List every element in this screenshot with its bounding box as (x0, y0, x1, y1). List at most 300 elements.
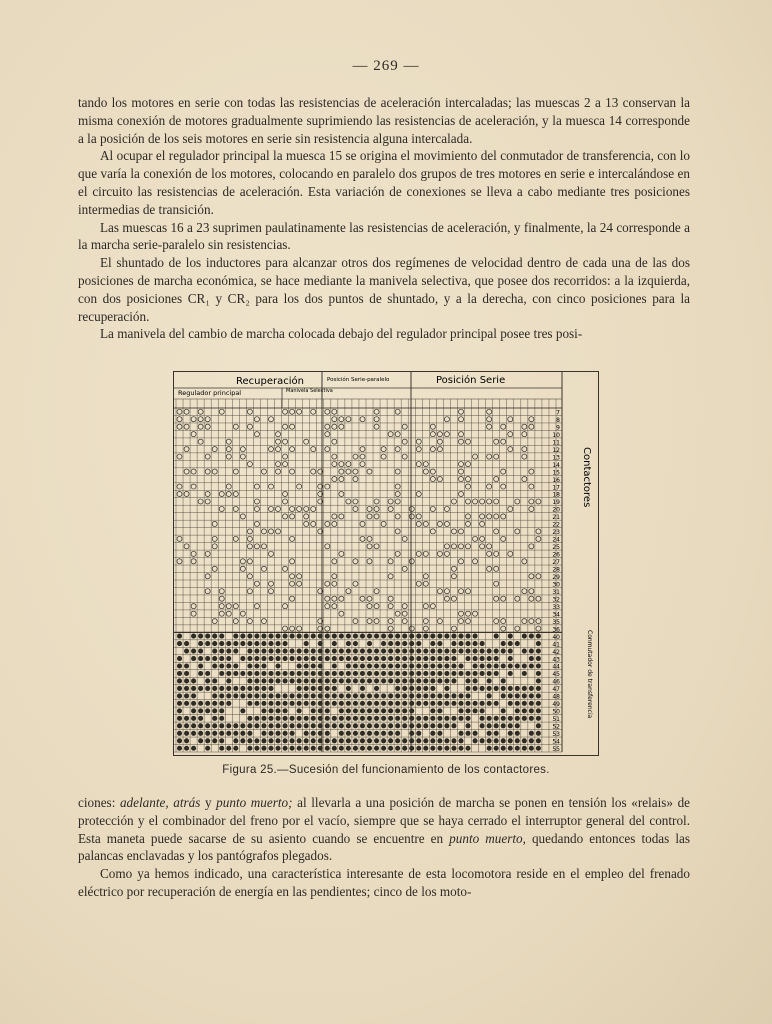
contactor-mark (297, 656, 302, 661)
contactor-mark (212, 536, 217, 541)
contactor-mark (233, 506, 238, 511)
contactor-mark (290, 514, 295, 519)
contactor-mark (501, 641, 506, 646)
contactor-mark (423, 462, 428, 467)
contactor-mark (367, 559, 372, 564)
contactor-mark (240, 611, 245, 616)
contactor-mark (191, 716, 196, 721)
contactor-mark (346, 663, 351, 668)
contactor-mark (177, 634, 182, 639)
contactor-mark (451, 738, 456, 743)
contactor-mark (276, 447, 281, 452)
contactor-mark (177, 701, 182, 706)
contactor-mark (198, 686, 203, 691)
text-run: y (200, 795, 217, 810)
contactor-mark (473, 454, 478, 459)
contactor-mark (395, 716, 400, 721)
contactor-mark (268, 671, 273, 676)
paragraph: Al ocupar el regulador principal la muesca 15 se origina el movimiento del conmutador de transferencia, con lo que varía la conexión de los motores, colocando en paralelo dos grupos de tres motores en serie e intercalándose en el circuito las resistencias de aceleración. Esta variación de conexiones se lleva a cabo mediante tres posiciones intermedias de transición. (78, 148, 690, 217)
contactor-mark (311, 746, 316, 751)
contactor-mark (297, 701, 302, 706)
contactor-mark (198, 708, 203, 713)
contactor-mark (325, 686, 330, 691)
contactor-mark (304, 641, 309, 646)
contactor-mark (501, 686, 506, 691)
contactor-mark (226, 678, 231, 683)
row-number: 52 (552, 723, 560, 731)
contactor-mark (409, 559, 414, 564)
contactor-mark (290, 649, 295, 654)
contactor-mark (402, 716, 407, 721)
contactor-mark (226, 641, 231, 646)
contactor-mark (191, 649, 196, 654)
contactor-mark (297, 746, 302, 751)
contactor-mark (423, 723, 428, 728)
contactor-mark (276, 671, 281, 676)
contactor-mark (360, 678, 365, 683)
contactor-mark (529, 634, 534, 639)
contactor-mark (290, 634, 295, 639)
contactor-mark (466, 656, 471, 661)
contactor-mark (191, 701, 196, 706)
contactor-mark (437, 649, 442, 654)
contactor-mark (346, 723, 351, 728)
contactor-mark (346, 716, 351, 721)
contactor-mark (423, 663, 428, 668)
contactor-mark (487, 686, 492, 691)
contactor-mark (261, 619, 266, 624)
contactor-mark (240, 671, 245, 676)
contactor-mark (473, 499, 478, 504)
contactor-mark (381, 678, 386, 683)
contactor-mark (353, 506, 358, 511)
contactor-mark (360, 738, 365, 743)
contactor-mark (268, 708, 273, 713)
contactor-mark (430, 708, 435, 713)
contactor-mark (346, 499, 351, 504)
contactor-mark (276, 649, 281, 654)
contactor-mark (283, 439, 288, 444)
contactor-mark (458, 701, 463, 706)
contactor-mark (254, 634, 259, 639)
contactor-mark (184, 424, 189, 429)
contactor-mark (430, 663, 435, 668)
contactor-mark (261, 701, 266, 706)
contactor-mark (311, 693, 316, 698)
contactor-mark (536, 536, 541, 541)
contactor-mark (290, 746, 295, 751)
contactor-mark (508, 417, 513, 422)
contactor-mark (416, 551, 421, 556)
contactor-mark (367, 536, 372, 541)
contactor-mark (233, 649, 238, 654)
contactor-mark (494, 596, 499, 601)
contactor-mark (205, 589, 210, 594)
contactor-mark (374, 716, 379, 721)
contactor-mark (402, 604, 407, 609)
contactor-mark (339, 716, 344, 721)
contactor-mark (247, 656, 252, 661)
contactor-mark (290, 596, 295, 601)
contactor-mark (395, 731, 400, 736)
contactor-mark (318, 649, 323, 654)
contactor-mark (374, 499, 379, 504)
contactor-mark (198, 649, 203, 654)
contactor-mark (184, 701, 189, 706)
contactor-mark (191, 678, 196, 683)
contactor-mark (198, 671, 203, 676)
contactor-mark (254, 506, 259, 511)
body-text-top (78, 94, 690, 343)
contactor-mark (437, 746, 442, 751)
contactor-mark (395, 469, 400, 474)
contactor-mark (283, 746, 288, 751)
contactor-mark (198, 701, 203, 706)
contactor-mark (276, 746, 281, 751)
contactor-mark (311, 686, 316, 691)
contactor-mark (332, 439, 337, 444)
contactor-mark (466, 716, 471, 721)
contactor-mark (226, 723, 231, 728)
contactor-mark (233, 663, 238, 668)
contactor-mark (487, 746, 492, 751)
contactor-mark (191, 634, 196, 639)
contactor-mark (325, 424, 330, 429)
contactor-mark (254, 723, 259, 728)
contactor-mark (501, 484, 506, 489)
contactor-mark (283, 634, 288, 639)
text-run-italic: adelante, atrás (119, 795, 201, 810)
contactor-mark (522, 619, 527, 624)
contactor-mark (458, 716, 463, 721)
contactor-mark (283, 723, 288, 728)
contactor-mark (381, 663, 386, 668)
contactor-mark (177, 656, 182, 661)
contactor-mark (423, 701, 428, 706)
contactor-mark (332, 663, 337, 668)
contactor-mark (508, 746, 513, 751)
contactor-mark (430, 731, 435, 736)
row-number: 33 (552, 603, 560, 611)
contactor-mark (325, 701, 330, 706)
contactor-mark (276, 716, 281, 721)
contactor-mark (473, 641, 478, 646)
contactor-mark (304, 634, 309, 639)
contactor-mark (367, 604, 372, 609)
row-number: 27 (552, 559, 560, 567)
contactor-mark (247, 619, 252, 624)
row-number: 7 (556, 409, 560, 417)
contactor-mark (487, 544, 492, 549)
contactor-mark (212, 701, 217, 706)
contactor-mark (388, 701, 393, 706)
contactor-mark (240, 559, 245, 564)
contactor-mark (325, 432, 330, 437)
contactor-mark (339, 708, 344, 713)
contactor-mark (529, 619, 534, 624)
contactor-mark (219, 723, 224, 728)
contactor-mark (261, 738, 266, 743)
side-contactores: Contactores (581, 447, 592, 508)
contactor-mark (346, 634, 351, 639)
contactor-mark (522, 432, 527, 437)
contactor-mark (487, 731, 492, 736)
contactor-mark (360, 671, 365, 676)
contactor-mark (212, 663, 217, 668)
contactor-mark (409, 514, 414, 519)
contactor-mark (374, 634, 379, 639)
contactor-mark (536, 649, 541, 654)
contactor-mark (458, 619, 463, 624)
contactor-mark (437, 589, 442, 594)
contactor-mark (529, 746, 534, 751)
contactor-mark (529, 424, 534, 429)
contactor-mark (536, 656, 541, 661)
contactor-mark (247, 462, 252, 467)
contactor-mark (318, 641, 323, 646)
contactor-mark (536, 634, 541, 639)
contactor-mark (261, 678, 266, 683)
row-number: 35 (552, 618, 560, 626)
contactor-mark (515, 641, 520, 646)
contactor-mark (416, 678, 421, 683)
contactor-mark (374, 663, 379, 668)
contactor-mark (205, 671, 210, 676)
contactor-mark (416, 716, 421, 721)
contactor-mark (304, 716, 309, 721)
contactor-mark (226, 604, 231, 609)
contactor-mark (332, 417, 337, 422)
contactor-mark (240, 641, 245, 646)
contactor-mark (388, 574, 393, 579)
contactor-mark (444, 701, 449, 706)
contactor-mark (451, 566, 456, 571)
contactor-mark (374, 708, 379, 713)
contactor-mark (233, 746, 238, 751)
contactor-mark (529, 731, 534, 736)
contactor-mark (219, 649, 224, 654)
contactor-mark (402, 693, 407, 698)
row-number: 54 (552, 738, 560, 746)
contactor-mark (381, 649, 386, 654)
contactor-mark (515, 723, 520, 728)
contactor-mark (430, 716, 435, 721)
contactor-mark (381, 521, 386, 526)
contactor-mark (444, 746, 449, 751)
header-serie-paralelo: Posición Serie-paralelo (327, 377, 390, 383)
text-run: quedando entonces todas las palancas enclavadas y los pantógrafos plegados. (78, 830, 690, 864)
contactor-mark (346, 671, 351, 676)
contactor-mark (247, 671, 252, 676)
contactor-mark (283, 626, 288, 631)
contactor-mark (423, 619, 428, 624)
contactor-mark (191, 686, 196, 691)
contactor-mark (444, 521, 449, 526)
row-number: 44 (552, 663, 560, 671)
contactor-mark (283, 678, 288, 683)
contactor-mark (409, 506, 414, 511)
contactor-mark (332, 723, 337, 728)
contactor-mark (529, 656, 534, 661)
contactor-mark (515, 708, 520, 713)
row-number: 43 (552, 656, 560, 664)
contactor-mark (233, 731, 238, 736)
contactor-mark (402, 746, 407, 751)
contactor-mark (409, 716, 414, 721)
contactor-mark (184, 491, 189, 496)
row-number: 51 (552, 716, 560, 724)
contactor-mark (240, 656, 245, 661)
contactor-mark (480, 708, 485, 713)
contactor-mark (367, 693, 372, 698)
contactor-mark (283, 708, 288, 713)
contactor-mark (332, 424, 337, 429)
row-number: 12 (552, 446, 560, 454)
contactor-mark (283, 566, 288, 571)
contactor-mark (290, 731, 295, 736)
contactor-mark (353, 671, 358, 676)
contactor-mark (501, 693, 506, 698)
contactor-mark (466, 589, 471, 594)
contactor-mark (501, 738, 506, 743)
contactor-mark (522, 424, 527, 429)
contactor-mark (480, 701, 485, 706)
contactor-mark (437, 671, 442, 676)
contactor-mark (487, 693, 492, 698)
contactor-mark (487, 716, 492, 721)
contactor-mark (332, 693, 337, 698)
contactor-mark (318, 731, 323, 736)
contactor-mark (325, 447, 330, 452)
contactor-mark (290, 716, 295, 721)
contactor-mark (402, 566, 407, 571)
contactor-mark (304, 731, 309, 736)
contactor-mark (177, 454, 182, 459)
contactor-mark (458, 708, 463, 713)
contactor-mark (444, 649, 449, 654)
contactor-mark (494, 716, 499, 721)
contactor-mark (261, 723, 266, 728)
contactor-mark (402, 454, 407, 459)
contactor-mark (515, 731, 520, 736)
contactor-mark (515, 626, 520, 631)
contactor-mark (276, 663, 281, 668)
contactor-mark (437, 708, 442, 713)
contactor-mark (247, 529, 252, 534)
contactor-mark (515, 596, 520, 601)
contactor-mark (451, 746, 456, 751)
contactor-mark (501, 626, 506, 631)
contactor-mark (480, 686, 485, 691)
contactor-mark (198, 424, 203, 429)
text-run-italic: punto muerto, (449, 830, 526, 846)
contactor-mark (402, 611, 407, 616)
contactor-mark (374, 686, 379, 691)
contactor-mark (395, 499, 400, 504)
contactor-mark (444, 693, 449, 698)
paragraph: Como ya hemos indicado, una característica interesante de esta locomotora reside en el empleo del frenado eléctrico por recuperación de energía en las pendientes; cinco de los moto- (78, 866, 690, 899)
contactor-mark (325, 731, 330, 736)
contactor-mark (283, 462, 288, 467)
contactor-mark (240, 731, 245, 736)
contactor-mark (184, 544, 189, 549)
contactor-mark (254, 678, 259, 683)
contactor-mark (325, 656, 330, 661)
contactor-mark (395, 447, 400, 452)
contactor-mark (325, 723, 330, 728)
row-number: 53 (552, 731, 560, 739)
contactor-mark (536, 723, 541, 728)
contactor-mark (219, 686, 224, 691)
contactor-mark (374, 738, 379, 743)
contactor-mark (444, 596, 449, 601)
contactor-mark (444, 663, 449, 668)
contactor-mark (353, 559, 358, 564)
contactor-mark (325, 634, 330, 639)
contactor-mark (430, 746, 435, 751)
contactor-mark (423, 693, 428, 698)
contactor-mark (451, 544, 456, 549)
contactor-mark (283, 693, 288, 698)
contactor-mark (297, 708, 302, 713)
contactor-mark (487, 671, 492, 676)
contactor-mark (184, 723, 189, 728)
contactor-mark (374, 649, 379, 654)
contactor-mark (508, 731, 513, 736)
contactor-mark (381, 738, 386, 743)
contactor-mark (529, 499, 534, 504)
contactor-mark (311, 634, 316, 639)
contactor-mark (437, 663, 442, 668)
contactor-mark (219, 596, 224, 601)
contactor-mark (423, 738, 428, 743)
contactor-mark (522, 716, 527, 721)
paragraph (78, 794, 690, 865)
contactor-mark (466, 611, 471, 616)
contactor-mark (191, 693, 196, 698)
contactor-mark (219, 491, 224, 496)
contactor-mark (339, 634, 344, 639)
contactor-mark (297, 663, 302, 668)
contactor-mark (339, 746, 344, 751)
contactor-mark (205, 701, 210, 706)
contactor-mark (423, 581, 428, 586)
contactor-mark (219, 589, 224, 594)
contactor-mark (360, 723, 365, 728)
contactor-mark (233, 469, 238, 474)
contactor-mark (473, 731, 478, 736)
contactor-mark (325, 746, 330, 751)
contactor-mark (423, 649, 428, 654)
contactor-mark (529, 649, 534, 654)
contactor-mark (339, 611, 344, 616)
contactor-mark (536, 686, 541, 691)
contactor-mark (458, 469, 463, 474)
contactor-mark (451, 663, 456, 668)
contactor-mark (487, 678, 492, 683)
contactor-mark (473, 611, 478, 616)
contactor-mark (191, 559, 196, 564)
contactor-mark (444, 686, 449, 691)
contactor-mark (304, 701, 309, 706)
contactor-mark (395, 708, 400, 713)
contactor-mark (522, 447, 527, 452)
contactor-mark (353, 454, 358, 459)
contactor-mark (381, 454, 386, 459)
contactor-mark (254, 671, 259, 676)
sub-regulador: Regulador principal (178, 389, 242, 397)
contactor-mark (254, 716, 259, 721)
